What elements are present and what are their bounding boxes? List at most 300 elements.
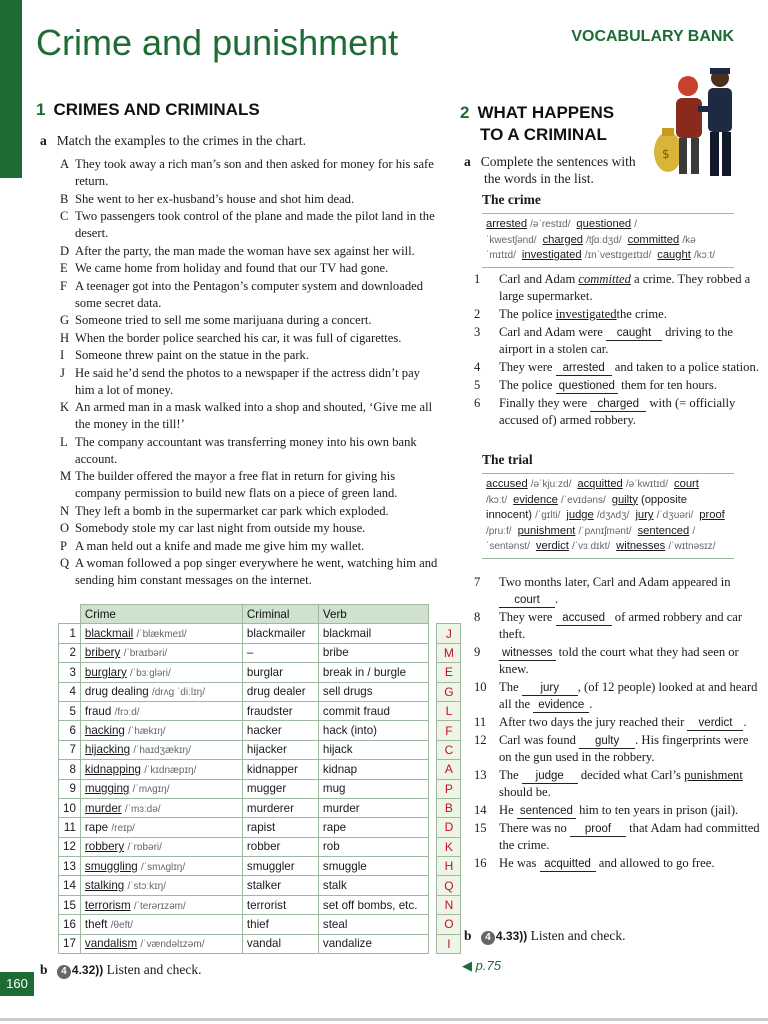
sentence-item (474, 644, 760, 678)
table-row (59, 798, 461, 817)
crime-word: blackmail (84, 627, 134, 641)
sentence-number: 11 (474, 715, 487, 729)
example-letter: F (60, 278, 68, 293)
sentence-number: 16 (474, 856, 487, 870)
sentence-after: told the court what they had seen or knew. (499, 645, 739, 676)
verb-cell: hack (into) (318, 721, 428, 740)
answer-cell[interactable]: E (437, 663, 461, 682)
table-row (59, 663, 461, 682)
vocab-word-text: investigated (521, 249, 582, 261)
listen-text: Listen and check. (530, 928, 626, 943)
sentence-after: the crime. (616, 307, 667, 321)
example-item (60, 156, 438, 190)
example-item (60, 520, 438, 537)
example-item (60, 434, 438, 468)
example-item (60, 208, 438, 242)
answer-blank[interactable]: witnesses (499, 647, 556, 661)
vocab-pronunciation: /ˈwɪtnəsɪz/ (668, 541, 716, 552)
vocab-word-text: verdict (535, 540, 569, 552)
exercise-letter: b (464, 928, 472, 943)
table-row (59, 818, 461, 837)
criminal-cell: hijacker (242, 740, 318, 759)
sound-waves-icon: )) (95, 963, 104, 977)
example-text: A man held out a knife and made me give him my wallet. (75, 538, 365, 553)
sentence-before: They were (499, 610, 556, 624)
vocab-word-text: punishment (517, 524, 576, 537)
sound-waves-icon: )) (519, 929, 528, 943)
example-text: A teenager got into the Pentagon’s computer system and downloaded some secret data. (75, 278, 424, 310)
crime-pronunciation: /ˈhækɪŋ/ (128, 726, 166, 738)
sentence-number: 2 (474, 307, 481, 321)
crime-word: theft (84, 917, 108, 931)
table-row (59, 721, 461, 740)
vocab-word-text: witnesses (616, 540, 666, 552)
sentence-item (474, 574, 760, 608)
criminal-cell: mugger (242, 779, 318, 798)
sentence-before: The police (499, 378, 556, 392)
sentence-item (474, 306, 760, 323)
sentence-number: 3 (474, 325, 481, 339)
sentence-item (474, 359, 760, 376)
answer-blank[interactable]: court (499, 594, 555, 608)
answer-cell[interactable]: A (437, 760, 461, 779)
verb-cell: vandalize (318, 934, 428, 953)
crime-word: burglary (84, 665, 127, 679)
header-crime: Crime (80, 605, 242, 624)
example-letter: G (60, 313, 70, 327)
example-text: We came home from holiday and found that our TV had gone. (75, 261, 389, 275)
sentence-number: 8 (474, 610, 481, 624)
cd-icon: 4 (57, 965, 71, 979)
answer-blank[interactable]: verdict (687, 717, 743, 731)
instruction-text-2: the words in the list. (484, 171, 594, 186)
answer-blank[interactable]: acquitted (540, 858, 596, 872)
vocab-word-text: guilty (611, 493, 638, 506)
vocab-pronunciation: /dʒʌdʒ/ (596, 510, 630, 521)
sentence-after: and taken to a police station. (611, 360, 759, 374)
verb-cell: murder (318, 798, 428, 817)
sentence-item (474, 679, 760, 713)
verb-cell: stalk (318, 876, 428, 895)
table-row (59, 643, 461, 662)
answer-blank[interactable]: charged (590, 398, 646, 412)
track-number: 4.33 (495, 929, 520, 943)
table-row (59, 876, 461, 895)
sentence-before: He was (499, 856, 540, 870)
table-row (59, 624, 461, 643)
criminal-cell: blackmailer (242, 624, 318, 643)
example-letter: M (60, 469, 72, 483)
section1-listen (40, 962, 201, 979)
row-number: 3 (59, 663, 81, 682)
criminal-cell: hacker (242, 721, 318, 740)
crime-pronunciation: /ˈstɔːkɪŋ/ (127, 881, 167, 893)
sentence-item (474, 802, 760, 819)
answer-cell[interactable]: Q (437, 876, 461, 895)
answer-cell[interactable]: I (437, 934, 461, 953)
listen-text: Listen and check. (106, 962, 202, 977)
verb-cell: smuggle (318, 857, 428, 876)
vocab-word-text: acquitted (577, 478, 623, 490)
example-text: She went to her ex-husband’s house and shot him dead. (75, 191, 355, 206)
example-letter: N (60, 503, 70, 518)
sentence-after: . (555, 592, 559, 606)
police-arrest-illustration (648, 60, 748, 180)
answer-cell[interactable]: M (437, 643, 461, 662)
crime-word: fraud (84, 704, 112, 718)
vocab-word (518, 525, 632, 537)
example-letter: Q (60, 556, 70, 570)
crime-pronunciation: /ˈterərɪzəm/ (133, 900, 186, 912)
sentence-item (474, 377, 760, 394)
answer-cell[interactable]: P (437, 779, 461, 798)
section2-listen (464, 928, 625, 945)
section1-heading (36, 100, 260, 120)
sentence-text (499, 395, 760, 429)
sentence-item (474, 767, 760, 801)
vocab-word-text: accused (486, 478, 528, 490)
row-number: 16 (59, 915, 81, 934)
sentence-after: him to ten years in prison (jail). (575, 803, 739, 817)
crime-cell (80, 682, 242, 701)
sentence-item (474, 732, 760, 766)
header-verb: Verb (318, 605, 428, 624)
crime-pronunciation: /frɔːd/ (114, 706, 140, 718)
sentence-after: driving to the airport in a stolen car. (499, 325, 734, 356)
vocab-word-text: caught (657, 249, 691, 261)
verb-cell: bribe (318, 643, 428, 662)
crime-word: murder (84, 801, 122, 815)
answer-cell[interactable]: D (437, 818, 461, 837)
vocab-word-text: committed (627, 233, 680, 246)
vocab-word (577, 478, 668, 490)
crime-cell (80, 701, 242, 720)
criminal-cell: fraudster (242, 701, 318, 720)
example-text: They left a bomb in the supermarket car park which exploded. (75, 503, 389, 518)
exercise-letter: a (40, 133, 47, 148)
answer-cell[interactable]: K (437, 837, 461, 856)
crime-word: hijacking (84, 743, 131, 757)
bottom-divider (0, 1018, 768, 1021)
answer-blank[interactable]: accused (556, 612, 612, 626)
crime-cell (80, 837, 242, 856)
crime-pronunciation: /ˈhaɪdʒækɪŋ/ (133, 745, 191, 757)
vocab-pronunciation: /ˈvɜːdɪkt/ (571, 541, 611, 552)
sentence-after: decided what Carl’s (577, 768, 685, 782)
sentence-number: 5 (474, 378, 481, 392)
example-letter: D (60, 243, 70, 258)
answer-cell[interactable]: G (437, 682, 461, 701)
crime-pronunciation: /ˈvændəlɪzəm/ (140, 939, 205, 951)
answer-cell[interactable]: C (437, 740, 461, 759)
section2-instruction (464, 153, 636, 187)
example-item (60, 468, 438, 502)
criminal-cell: – (242, 643, 318, 662)
row-number: 10 (59, 798, 81, 817)
answer-cell[interactable]: L (437, 701, 461, 720)
vocab-pronunciation: /ɪnˈvestɪgeɪtɪd/ (584, 250, 652, 261)
section2-title-1: WHAT HAPPENS (477, 103, 615, 122)
row-number: 1 (59, 624, 81, 643)
crime-pronunciation: /ˈmɜːdə/ (124, 803, 161, 815)
crime-word: hacking (84, 724, 125, 738)
answer-cell[interactable]: O (437, 915, 461, 934)
sentence-before: After two days the jury reached their (499, 715, 688, 729)
row-number: 4 (59, 682, 81, 701)
example-letter: L (60, 434, 68, 449)
example-item (60, 243, 438, 260)
answer-blank[interactable]: sentenced (517, 805, 576, 819)
verb-cell: hijack (318, 740, 428, 759)
verb-cell: kidnap (318, 760, 428, 779)
vocab-word-text: proof (699, 509, 725, 521)
vocab-pronunciation: /kɔːt/ (486, 494, 508, 506)
verb-cell: rape (318, 818, 428, 837)
sentence-text (499, 574, 760, 608)
answer-blank[interactable]: proof (570, 823, 626, 837)
crime-cell (80, 643, 242, 662)
verb-cell: set off bombs, etc. (318, 895, 428, 914)
table-row (59, 915, 461, 934)
crime-sentences (474, 271, 760, 430)
answer-blank[interactable]: questioned (556, 380, 618, 394)
vocab-pronunciation: /ˈkwestʃənd/ (486, 219, 638, 246)
row-number: 12 (59, 837, 81, 856)
example-text: Someone threw paint on the statue in the park. (75, 348, 309, 362)
exercise-letter: a (464, 154, 471, 169)
answer-blank[interactable]: evidence (533, 699, 589, 713)
row-number: 14 (59, 876, 81, 895)
sentence-text (499, 732, 760, 766)
vocab-word (616, 540, 715, 552)
table-row (59, 740, 461, 759)
sentence-item (474, 324, 760, 358)
criminal-cell: burglar (242, 663, 318, 682)
crime-cell (80, 798, 242, 817)
table-row (59, 895, 461, 914)
sentence-text (499, 271, 760, 305)
answer-blank[interactable]: committed (578, 272, 631, 286)
criminal-cell: vandal (242, 934, 318, 953)
answer-blank[interactable]: investigated (555, 307, 617, 321)
sentence-after: them for ten hours. (617, 378, 717, 392)
vocab-word (536, 540, 610, 552)
crimes-table (58, 604, 461, 954)
example-letter: J (60, 365, 65, 380)
crime-pronunciation: /drʌg ˈdiːlɪŋ/ (151, 687, 205, 699)
table-row (59, 934, 461, 953)
vocab-word-text: judge (566, 509, 594, 521)
section2-number: 2 (460, 103, 470, 122)
vocab-pronunciation: /əˈkjuːzd/ (530, 479, 572, 490)
examples-list (60, 156, 438, 590)
crime-pronunciation: /reɪp/ (111, 822, 135, 834)
cd-icon: 4 (481, 931, 495, 945)
page-reference[interactable] (462, 958, 501, 974)
page-reference-text: p.75 (475, 958, 501, 973)
row-number: 17 (59, 934, 81, 953)
sentence-text (499, 714, 760, 731)
crime-word: kidnapping (84, 762, 141, 776)
example-text: The builder offered the mayor a free flat in return for giving his company permission to build new flats on a piece of green land. (75, 469, 398, 500)
crime-cell (80, 915, 242, 934)
vocab-word-text: questioned (576, 218, 632, 230)
crime-pronunciation: /ˈsmʌglɪŋ/ (141, 861, 186, 873)
sentence-text (499, 609, 760, 643)
crime-pronunciation: /θeft/ (110, 919, 133, 931)
sentence-item (474, 271, 760, 305)
example-text: After the party, the man made the woman have sex against her will. (75, 243, 415, 258)
sentence-number: 14 (474, 803, 487, 817)
verb-cell: break in / burgle (318, 663, 428, 682)
sentence-text (499, 377, 760, 394)
example-item (60, 347, 438, 364)
sentence-after: with (= officially accused of) armed robbery. (499, 396, 736, 427)
answer-blank[interactable]: gulty (579, 735, 635, 749)
audio-track[interactable] (481, 929, 527, 943)
criminal-cell: stalker (242, 876, 318, 895)
vocab-pronunciation: /kɔːt/ (693, 250, 716, 261)
header-criminal: Criminal (242, 605, 318, 624)
vocab-word (543, 234, 622, 246)
answer-blank[interactable]: jury (522, 682, 578, 696)
example-item (60, 330, 438, 347)
vocab-pronunciation: /ˈdʒʊəri/ (656, 510, 694, 521)
example-text: Two passengers took control of the plane and made the pilot land in the desert. (75, 209, 435, 240)
crime-word: mugging (84, 782, 130, 796)
verb-cell: sell drugs (318, 682, 428, 701)
sentence-text (499, 359, 760, 376)
vocab-note: (opposite innocent) (486, 493, 687, 521)
answer-cell[interactable]: H (437, 857, 461, 876)
trial-subheading: The trial (482, 452, 533, 467)
crime-word: drug dealing (84, 685, 149, 699)
criminal-cell: drug dealer (242, 682, 318, 701)
verb-cell: rob (318, 837, 428, 856)
sentence-text (499, 679, 760, 713)
vocab-word-text: jury (635, 509, 654, 521)
criminal-cell: thief (242, 915, 318, 934)
sentence-number: 7 (474, 575, 481, 589)
vocab-word-text: court (674, 478, 699, 490)
answer-blank[interactable]: caught (606, 327, 662, 341)
crime-word: rape (84, 820, 109, 834)
vocab-pronunciation: /tʃɑːdʒd/ (586, 234, 622, 246)
example-item (60, 538, 438, 555)
crime-word: stalking (84, 879, 125, 893)
sentence-before: Two months later, Carl and Adam appeared in (499, 575, 731, 589)
example-item (60, 365, 438, 399)
table-row (59, 779, 461, 798)
example-text: An armed man in a mask walked into a shop and shouted, ‘Give me all the money in the till!’ (75, 400, 433, 431)
vocab-pronunciation: /kəˈmɪtɪd/ (486, 234, 696, 261)
sentence-after: . (743, 715, 747, 729)
crime-cell (80, 721, 242, 740)
example-letter: O (60, 521, 70, 535)
example-letter: I (60, 348, 65, 362)
table-row (59, 857, 461, 876)
sentence-after-2: should be. (499, 785, 551, 799)
crime-word: smuggling (84, 859, 138, 873)
section1-title: CRIMES AND CRIMINALS (53, 100, 260, 119)
sentence-before: The (499, 768, 522, 782)
crime-word: bribery (84, 646, 121, 660)
trial-word-list (482, 473, 734, 559)
underlined-word: punishment (684, 768, 743, 782)
sentence-before: The (499, 680, 522, 694)
table-row (59, 760, 461, 779)
sentence-before: He (499, 803, 517, 817)
sentence-text (499, 802, 760, 819)
vocab-word (657, 249, 715, 261)
example-item (60, 555, 438, 589)
section1-number: 1 (36, 100, 46, 119)
vocab-word (522, 249, 651, 261)
answer-cell[interactable]: N (437, 895, 461, 914)
example-item (60, 399, 438, 433)
example-letter: A (60, 157, 70, 171)
track-number: 4.32 (71, 963, 96, 977)
instruction-text-1: Complete the sentences with (480, 154, 636, 169)
sentence-text (499, 644, 760, 678)
vocab-pronunciation: /pruːf/ (486, 525, 512, 537)
table-row (59, 701, 461, 720)
row-number: 6 (59, 721, 81, 740)
page-number: 160 (0, 972, 34, 996)
answer-blank[interactable]: judge (522, 770, 578, 784)
criminal-cell: murderer (242, 798, 318, 817)
sentence-before: Carl and Adam were (499, 325, 607, 339)
instruction-text: Match the examples to the crimes in the chart. (56, 133, 307, 148)
vocab-word-text: charged (542, 233, 584, 246)
answer-cell[interactable]: F (437, 721, 461, 740)
crime-cell (80, 934, 242, 953)
vocab-word-text: evidence (513, 493, 558, 506)
sentence-before: Finally they were (499, 396, 591, 410)
trial-sentences (474, 574, 760, 873)
crime-word: robbery (84, 840, 125, 854)
sentence-text (499, 767, 760, 801)
vocab-word-text: sentenced (637, 524, 690, 537)
answer-blank[interactable]: arrested (556, 362, 612, 376)
crime-word: vandalism (84, 937, 138, 951)
answer-cell[interactable]: B (437, 798, 461, 817)
example-text: Someone tried to sell me some marijuana during a concert. (75, 313, 372, 327)
crime-pronunciation: /ˈbɜːgləri/ (130, 667, 171, 679)
example-text: A woman followed a pop singer everywhere he went, watching him and sending him constant messages on the internet. (75, 556, 438, 587)
audio-track[interactable] (57, 963, 103, 977)
example-letter: B (60, 191, 69, 206)
table-row (59, 682, 461, 701)
row-number: 2 (59, 643, 81, 662)
sentence-number: 12 (474, 733, 487, 747)
answer-cell[interactable]: J (437, 624, 461, 643)
green-margin-bar (0, 0, 22, 178)
example-letter: C (60, 209, 69, 223)
sentence-item (474, 395, 760, 429)
crime-subheading: The crime (482, 192, 541, 207)
svg-text:$: $ (662, 147, 670, 161)
vocab-pronunciation: /ˈpʌnɪʃmənt/ (578, 525, 632, 537)
vocab-word (486, 478, 571, 490)
crime-cell (80, 624, 242, 643)
verb-cell: blackmail (318, 624, 428, 643)
section2-heading (460, 102, 614, 146)
example-text: Somebody stole my car last night from outside my house. (75, 521, 366, 535)
crime-word: terrorism (84, 898, 131, 912)
sentence-text (499, 855, 760, 872)
sentence-text (499, 820, 760, 854)
